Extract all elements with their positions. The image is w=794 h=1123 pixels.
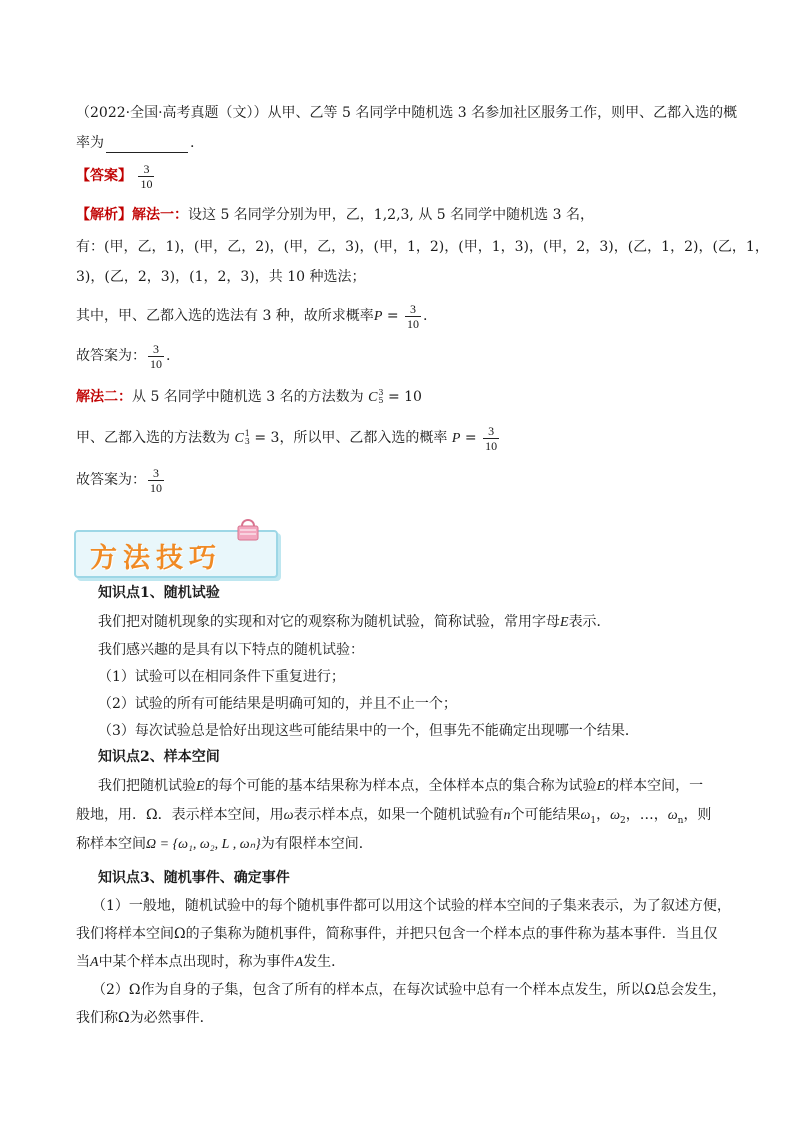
question-period: . [190, 135, 195, 151]
omega-2-sub: 2 [620, 815, 626, 826]
event-a-1: A [90, 955, 99, 970]
k1-e-symbol: E [560, 615, 569, 630]
k1-item-1-text: （1）试验可以在相同条件下重复进行； [98, 669, 345, 685]
method2-line-2 [76, 422, 501, 455]
so-answer-fraction-2 [148, 466, 164, 495]
k2-l1-b: 的每个可能的基本结果称为样本点，全体样本点的集合称为试验 [204, 778, 597, 794]
k2-l2-a: 般地，用．Ω．表示样本空间，用 [76, 807, 284, 823]
period-1: . [423, 308, 428, 324]
k2-l1-c: 的样本空间，一 [605, 778, 704, 794]
method2-line-1 [76, 387, 422, 408]
m2-text-2b: ，所以甲、乙都入选的概率 [279, 430, 448, 446]
analysis-line-4 [76, 300, 427, 333]
m1-text-4: 其中，甲、乙都入选的选法有 3 种，故所求概率 [76, 308, 374, 324]
k2-e1: E [196, 779, 205, 794]
k2-l3-a: 称样本空间 [76, 836, 146, 852]
k2-line-2 [76, 805, 711, 831]
k1-item-3 [98, 721, 639, 741]
m1-text-2: 有：(甲，乙，1)，(甲，乙，2)，(甲，乙，3)，(甲，1，2)，(甲，1，3)，(甲，2，3)，(乙，1，2)，(乙，1， [76, 239, 769, 255]
method2-line-3 [76, 464, 166, 496]
question-line-2 [76, 133, 194, 153]
k3-p2-line-1 [92, 980, 726, 1000]
c53-sub: 5 [378, 396, 384, 405]
k2-dots: ，…， [625, 807, 668, 823]
k1-paragraph-1 [98, 612, 611, 633]
question-line-1 [76, 103, 737, 123]
prob-numerator-1: 3 [410, 301, 417, 316]
k3-p1-l3-c: 发生． [303, 954, 346, 970]
so-answer-1: 故答案为： [76, 348, 146, 364]
k1-p1-b: 表示． [568, 614, 611, 630]
k3-p2-l2-text: 我们称Ω为必然事件． [76, 1010, 214, 1026]
k2-e2: E [596, 779, 606, 794]
k3-p1-line-3 [76, 952, 345, 973]
analysis-line-2 [76, 237, 769, 257]
k2-line-3 [76, 834, 373, 855]
c31-sup: 1 [244, 429, 250, 438]
analysis-label: 【解析】 [76, 207, 132, 223]
so-answer-fraction-1 [148, 342, 164, 371]
k3-p2-l1-text: （2）Ω作为自身的子集，包含了所有的样本点，在每次试验中总有一个样本点发生，所以Ω总会发生， [92, 982, 727, 998]
k2-line-1 [98, 776, 703, 797]
prob-fraction-1 [405, 302, 421, 331]
k1-item-3-text: （3）每次试验总是恰好出现这些可能结果中的一个，但事先不能确定出现哪一个结果． [98, 723, 639, 739]
k3-p1-l3-a: 当 [76, 954, 90, 970]
n-symbol: n [503, 808, 511, 823]
k1-paragraph-2 [98, 640, 364, 660]
k3-p1-line-1 [92, 896, 731, 916]
analysis-line-5 [76, 340, 170, 372]
event-a-2: A [294, 955, 304, 970]
c31-sub: 3 [244, 437, 250, 446]
answer-blank [106, 138, 188, 153]
m1-text-1: 设这 5 名同学分别为甲，乙，1,2,3, 从 5 名同学中随机选 3 名， [188, 207, 594, 223]
k1-item-2-text: （2）试验的所有可能结果是明确可知的，并且不止一个； [98, 696, 457, 712]
method-tips-banner [74, 516, 282, 576]
combination-c: C [368, 390, 378, 405]
answer-line [76, 160, 156, 192]
c53-sup: 3 [378, 388, 384, 397]
omega-n: ω [667, 808, 678, 823]
k3-p2-line-2 [76, 1008, 214, 1028]
omega-symbol: ω [283, 808, 294, 823]
knowledge-point-2-title [98, 747, 220, 767]
so-numerator-2: 3 [153, 465, 159, 480]
binder-clip-icon [234, 516, 262, 542]
k1-p2-text: 我们感兴趣的是具有以下特点的随机试验： [98, 642, 364, 658]
prob-fraction-2 [483, 424, 499, 453]
m2-text-2a: 甲、乙都入选的方法数为 [76, 430, 230, 446]
k2-title-text: 知识点2、样本空间 [98, 749, 220, 765]
banner-title: 方法技巧 [90, 543, 222, 574]
period-2: . [166, 348, 171, 364]
m2-text-1: 从 5 名同学中随机选 3 名的方法数为 [132, 389, 364, 405]
k1-p1-a: 我们把对随机现象的实现和对它的观察称为随机试验，简称试验，常用字母 [98, 614, 560, 630]
k3-title-text: 知识点3、随机事件、确定事件 [98, 870, 290, 886]
prob-numerator-2: 3 [488, 423, 495, 438]
k2-l1-a: 我们把随机试验 [98, 778, 196, 794]
equals-sign-2: = [460, 430, 482, 446]
answer-fraction [138, 162, 154, 191]
k2-l2-c: 个可能结果 [510, 807, 581, 823]
answer-numerator: 3 [143, 161, 150, 176]
sample-space-set: Ω = {ω₁, ω₂, L , ωₙ} [146, 837, 261, 852]
prob-denominator-1: 10 [407, 316, 420, 331]
answer-denominator: 10 [140, 176, 153, 191]
omega-2: ω [610, 808, 621, 823]
equals-sign: = [382, 308, 404, 324]
k3-p1-l3-b: 中某个样本点出现时，称为事件 [98, 954, 295, 970]
k3-p1-line-2 [76, 924, 718, 944]
omega-1: ω [580, 808, 591, 823]
method2-label: 解法二： [76, 389, 132, 405]
knowledge-point-3-title [98, 868, 290, 888]
k2-comma: ， [596, 807, 611, 823]
k2-l2-d: ，则 [683, 807, 712, 823]
k1-title-text: 知识点1、随机试验 [98, 585, 220, 601]
combination-c-2: C [234, 431, 244, 446]
answer-label: 【答案】 [76, 168, 132, 184]
m1-text-3: 3)，(乙，2，3)，(1，2，3)，共 10 种选法； [76, 269, 366, 285]
question-text-2: 率为 [76, 135, 104, 151]
p-symbol: P [373, 309, 383, 324]
so-numerator-1: 3 [153, 341, 159, 356]
method1-label: 解法一： [132, 207, 188, 223]
k2-l3-b: 为有限样本空间． [260, 836, 373, 852]
analysis-line-3 [76, 267, 365, 287]
so-answer-2: 故答案为： [76, 472, 146, 488]
k3-p1-l2-text: 我们将样本空间Ω的子集称为随机事件，简称事件，并把只包含一个样本点的事件称为基本事件．当且仅 [76, 926, 718, 942]
k2-l2-b: 表示样本点，如果一个随机试验有 [293, 807, 504, 823]
analysis-line-1 [76, 205, 594, 225]
k3-p1-l1-text: （1）一般地，随机试验中的每个随机事件都可以用这个试验的样本空间的子集来表示，为了叙述方便， [92, 898, 731, 914]
k1-item-1 [98, 667, 345, 687]
omega-1-sub: 1 [590, 815, 597, 826]
question-text: （2022·全国·高考真题（文））从甲、乙等 5 名同学中随机选 3 名参加社区服务工作，则甲、乙都入选的概 [76, 105, 738, 121]
c31-value: = 3 [249, 430, 280, 446]
omega-n-sub: n [677, 815, 684, 826]
so-denominator-2: 10 [150, 480, 162, 495]
knowledge-point-1-title [98, 583, 220, 603]
so-denominator-1: 10 [150, 356, 162, 371]
k1-item-2 [98, 694, 457, 714]
p-symbol-2: P [451, 431, 461, 446]
prob-denominator-2: 10 [485, 438, 498, 453]
c53-value: = 10 [383, 389, 422, 405]
